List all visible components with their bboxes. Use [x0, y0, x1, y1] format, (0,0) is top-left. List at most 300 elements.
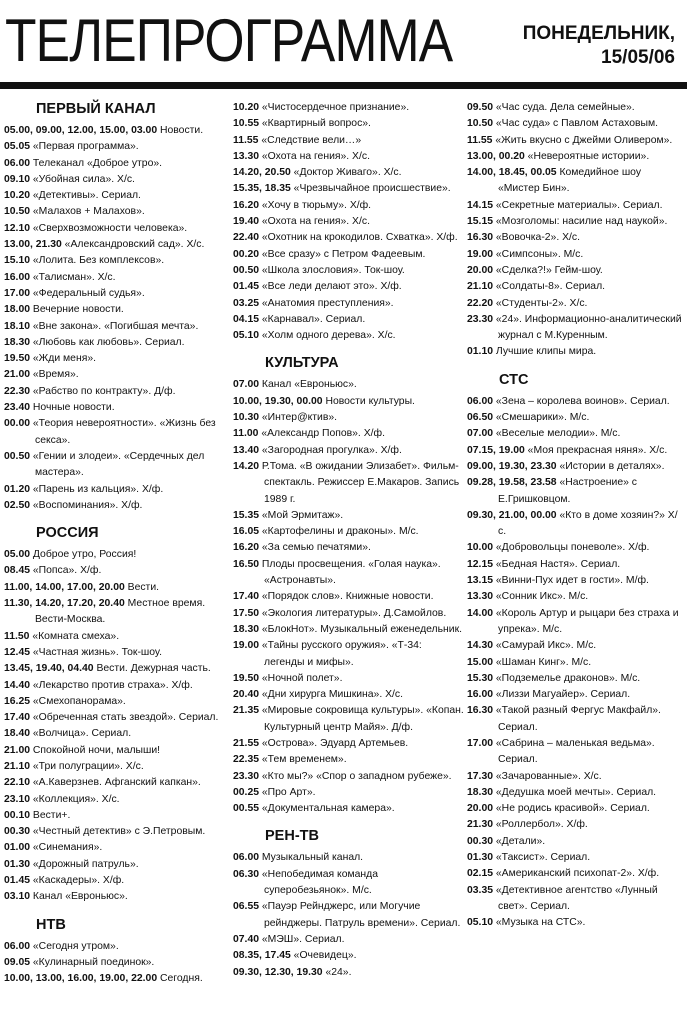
- program-title: «Сегодня утром».: [32, 940, 119, 952]
- program-entry: [4, 645, 226, 661]
- program-time: 14.20: [233, 460, 260, 472]
- program-time: 16.20: [233, 542, 260, 554]
- program-time: 09.28, 19.58, 23.58: [467, 477, 557, 489]
- program-title: «Секретные материалы». Сериал.: [495, 199, 663, 211]
- program-entry: [4, 857, 226, 873]
- program-entry: [233, 377, 465, 393]
- program-entry: [233, 149, 465, 165]
- program-entry: [233, 687, 465, 703]
- program-entry: [233, 948, 465, 964]
- program-entry: [467, 312, 685, 345]
- program-title: «Кулинарный поединок».: [32, 956, 155, 968]
- program-entry: [467, 687, 685, 703]
- program-title: Телеканал «Доброе утро».: [32, 157, 163, 169]
- program-time: 02.50: [4, 499, 31, 511]
- program-time: 10.50: [467, 118, 494, 130]
- program-title: Комедийное шоу «Мистер Бин».: [498, 167, 642, 195]
- program-time: 21.30: [467, 819, 494, 831]
- program-entry: [467, 655, 685, 671]
- program-title: «Александровский сад». Х/с.: [64, 239, 205, 251]
- program-entry: [233, 443, 465, 459]
- program-time: 21.35: [233, 705, 260, 717]
- program-entry: [4, 775, 226, 791]
- program-title: Новости.: [160, 125, 204, 136]
- program-entry: [4, 449, 226, 482]
- program-time: 11.55: [467, 134, 493, 146]
- program-time: 17.00: [4, 287, 31, 299]
- program-entry: [467, 573, 685, 589]
- program-time: 01.30: [467, 852, 494, 864]
- program-title: «Доктор Живаго». Х/с.: [293, 167, 402, 179]
- program-title: «Американский психопат-2». Х/ф.: [495, 868, 660, 880]
- program-time: 09.30, 21.00, 00.00: [467, 509, 557, 521]
- program-entry: [467, 443, 685, 459]
- program-title: Канал «Евроньюс».: [32, 891, 128, 903]
- program-entry: [4, 286, 226, 302]
- program-title: «Таксист». Сериал.: [495, 852, 591, 864]
- program-entry: [233, 459, 465, 508]
- program-time: 03.35: [467, 884, 494, 896]
- program-time: 09.10: [4, 173, 31, 185]
- program-title: Вести+.: [32, 809, 71, 821]
- program-title: Вести.: [127, 581, 160, 593]
- program-time: 16.05: [233, 526, 260, 538]
- program-time: 18.30: [4, 336, 31, 348]
- program-title: «Бедная Настя». Сериал.: [495, 558, 621, 570]
- program-title: «Попса». Х/ф.: [32, 565, 102, 577]
- program-entry: [4, 221, 226, 237]
- program-title: «Детективное агентство «Лунный свет». Сериал.: [495, 884, 658, 912]
- program-time: 22.35: [233, 754, 260, 766]
- program-entry: [467, 214, 685, 230]
- program-time: 12.45: [4, 646, 31, 658]
- program-time: 00.50: [233, 264, 260, 276]
- program-time: 05.00: [4, 549, 31, 561]
- program-title: «24».: [325, 966, 352, 978]
- program-time: 21.10: [467, 281, 494, 293]
- program-time: 21.10: [4, 760, 31, 772]
- program-entry: [467, 508, 685, 541]
- program-entry: [4, 498, 226, 514]
- program-time: 06.55: [233, 901, 260, 913]
- program-title: «Детали».: [495, 835, 546, 847]
- program-title: «Жить вкусно с Джейми Оливером».: [495, 134, 673, 146]
- program-entry: [4, 580, 226, 596]
- program-entry: [467, 769, 685, 785]
- program-title: «Холм одного дерева». Х/с.: [261, 330, 396, 342]
- program-title: Плоды просвещения. «Голая наука». «Астронавты».: [261, 558, 441, 587]
- channel-heading: НТВ: [36, 916, 66, 933]
- program-title: «Квартирный вопрос».: [261, 118, 371, 130]
- program-title: «Мозголомы: насилие над наукой».: [495, 216, 668, 228]
- program-time: 17.50: [233, 607, 260, 619]
- program-time: 09.00, 19.30, 23.30: [467, 460, 557, 472]
- program-title: «Малахов + Малахов».: [32, 206, 145, 218]
- program-title: «Солдаты-8». Сериал.: [495, 281, 606, 293]
- program-time: 03.10: [4, 891, 31, 903]
- program-time: 19.50: [233, 672, 260, 684]
- program-title: «Настроение» с Е.Гришковцом.: [498, 477, 637, 505]
- program-title: «Теория невероятности». «Жизнь без секса».: [32, 418, 216, 446]
- program-title: «Острова». Эдуард Артемьев.: [261, 737, 409, 749]
- program-title: «Первая программа».: [32, 141, 139, 153]
- program-entry: [233, 965, 465, 981]
- program-entry: [4, 188, 226, 204]
- program-time: 00.10: [4, 809, 31, 821]
- program-entry: [4, 678, 226, 694]
- schedule-column-1: [4, 100, 226, 988]
- program-time: 15.35: [233, 509, 260, 521]
- program-title: «Гении и злодеи». «Сердечных дел мастера».: [32, 450, 205, 479]
- program-entry: [4, 253, 226, 269]
- program-entry: [467, 410, 685, 426]
- program-entry: [233, 752, 465, 768]
- program-entry: [233, 133, 465, 149]
- program-entry: [233, 785, 465, 801]
- program-entry: [4, 661, 226, 677]
- program-title: «Экология литературы». Д.Самойлов.: [261, 607, 447, 619]
- program-time: 16.20: [233, 199, 260, 211]
- program-time: 19.50: [4, 353, 31, 365]
- program-time: 15.15: [467, 216, 494, 228]
- program-time: 21.55: [233, 737, 260, 749]
- program-entry: [233, 214, 465, 230]
- program-title: Новости культуры.: [325, 395, 415, 407]
- program-entry: [233, 263, 465, 279]
- program-entry: [467, 671, 685, 687]
- program-title: «А.Каверзнев. Афганский капкан».: [32, 777, 201, 789]
- program-entry: [467, 540, 685, 556]
- program-time: 17.00: [467, 737, 494, 749]
- program-time: 15.35, 18.35: [233, 183, 291, 195]
- program-title: Канал «Евроньюс».: [261, 379, 357, 391]
- program-title: «Коллекция». Х/с.: [32, 793, 120, 805]
- program-time: 13.45, 19.40, 04.40: [4, 663, 94, 675]
- program-title: «Подземелье драконов». М/с.: [495, 672, 641, 684]
- program-time: 05.10: [233, 330, 260, 342]
- program-title: «Невероятные истории».: [527, 150, 650, 162]
- program-entry: [4, 873, 226, 889]
- program-time: 23.30: [233, 770, 260, 782]
- program-title: «Парень из кальция». Х/ф.: [32, 483, 164, 495]
- program-title: «Убойная сила». Х/с.: [32, 173, 135, 185]
- program-title: «Школа злословия». Ток-шоу.: [261, 264, 405, 276]
- program-entry: [4, 955, 226, 971]
- program-title: «Обреченная стать звездой». Сериал.: [32, 712, 219, 724]
- program-entry: [4, 596, 226, 629]
- program-entry: [467, 638, 685, 654]
- program-title: «Музыка на СТС».: [495, 917, 586, 929]
- program-time: 16.00: [467, 689, 494, 701]
- program-title: Спокойной ночи, малыши!: [32, 744, 161, 756]
- program-time: 18.30: [233, 623, 260, 635]
- program-entry: [4, 237, 226, 253]
- program-title: Р.Тома. «В ожидании Элизабет». Фильм-спектакль. Режиссер Е.Макаров. Запись 1989 г.: [261, 460, 460, 505]
- program-entry: [4, 384, 226, 400]
- program-entry: [233, 899, 465, 932]
- weekday-label: ПОНЕДЕЛЬНИК,: [522, 23, 675, 44]
- program-time: 17.40: [233, 591, 260, 603]
- page-header: [0, 0, 687, 92]
- program-title: «Король Артур и рыцари без страха и упрека». М/с.: [495, 607, 679, 635]
- program-entry: [467, 459, 685, 475]
- program-time: 13.00, 00.20: [467, 150, 525, 162]
- program-entry: [467, 426, 685, 442]
- program-time: 00.30: [4, 826, 31, 838]
- program-time: 18.40: [4, 728, 31, 740]
- program-title: «Картофелины и драконы». М/с.: [261, 526, 419, 538]
- program-entry: [233, 638, 465, 671]
- program-time: 01.20: [4, 483, 31, 495]
- program-entry: [467, 198, 685, 214]
- program-title: Музыкальный канал.: [261, 852, 364, 864]
- program-title: «Вне закона». «Погибшая мечта».: [32, 320, 199, 332]
- program-title: «Каскадеры». Х/ф.: [32, 875, 125, 887]
- program-time: 13.30: [467, 591, 494, 603]
- program-time: 10.00, 19.30, 00.00: [233, 395, 323, 407]
- program-title: «БлокНот». Музыкальный еженедельник.: [261, 623, 463, 635]
- program-title: «МЭШ». Сериал.: [261, 933, 345, 945]
- program-time: 08.35, 17.45: [233, 950, 291, 962]
- program-time: 11.50: [4, 630, 30, 642]
- program-title: Вечерние новости.: [32, 304, 124, 316]
- program-entry: [4, 335, 226, 351]
- program-time: 13.40: [233, 444, 260, 456]
- program-title: «Винни-Пух идет в гости». М/ф.: [495, 575, 649, 587]
- program-title: «Александр Попов». Х/ф.: [261, 428, 385, 440]
- program-title: «Кто в доме хозяин?» Х/с.: [498, 509, 678, 538]
- program-entry: [233, 769, 465, 785]
- program-time: 07.00: [467, 428, 494, 440]
- program-entry: [233, 524, 465, 540]
- program-entry: [4, 367, 226, 383]
- program-title: «Любовь как любовь». Сериал.: [32, 336, 185, 348]
- program-entry: [233, 165, 465, 181]
- program-title: «Все леди делают это». Х/ф.: [261, 281, 402, 293]
- program-time: 06.00: [4, 940, 31, 952]
- program-title: «Лолита. Без комплексов».: [32, 255, 165, 267]
- schedule-column-2: [233, 100, 465, 981]
- program-time: 00.20: [233, 248, 260, 260]
- program-time: 20.00: [467, 264, 494, 276]
- program-entry: [233, 394, 465, 410]
- program-title: «Порядок слов». Книжные новости.: [261, 591, 434, 603]
- program-time: 01.10: [467, 346, 494, 358]
- program-time: 18.00: [4, 304, 31, 316]
- program-time: 09.30, 12.30, 19.30: [233, 966, 323, 978]
- schedule-column-3: [467, 100, 685, 932]
- program-time: 06.00: [4, 157, 31, 169]
- program-time: 12.15: [467, 558, 494, 570]
- program-entry: [467, 834, 685, 850]
- program-time: 22.30: [4, 385, 31, 397]
- program-entry: [233, 116, 465, 132]
- date-label: 15/05/06: [601, 47, 675, 68]
- program-time: 10.00, 13.00, 16.00, 19.00, 22.00: [4, 973, 158, 985]
- program-title: «Роллербол». Х/ф.: [495, 819, 588, 831]
- program-entry: [4, 123, 226, 139]
- program-entry: [4, 824, 226, 840]
- program-title: «Пауэр Рейнджерс, или Могучие рейнджеры. Патруль времени». Сериал.: [261, 901, 461, 929]
- program-title: «Такой разный Фергус Макфайл». Сериал.: [495, 705, 661, 733]
- program-time: 01.00: [4, 842, 31, 854]
- program-title: «Шаман Кинг». М/с.: [495, 656, 592, 668]
- program-title: «Синемания».: [32, 842, 103, 854]
- program-title: «Непобедимая команда суперобезьянок». М/с.: [261, 868, 379, 897]
- channel-heading: РЕН-ТВ: [265, 828, 319, 845]
- program-time: 11.00: [233, 428, 259, 440]
- program-time: 10.20: [4, 190, 31, 202]
- program-entry: [467, 703, 685, 736]
- program-title: «Лекарство против страха». Х/ф.: [32, 679, 193, 691]
- channel-heading: КУЛЬТУРА: [265, 355, 339, 372]
- program-title: «Сабрина – маленькая ведьма». Сериал.: [495, 737, 655, 766]
- program-entry: [467, 736, 685, 769]
- program-entry: [4, 710, 226, 726]
- program-entry: [233, 589, 465, 605]
- program-title: «Ночной полет».: [261, 672, 343, 684]
- program-time: 11.00, 14.00, 17.00, 20.00: [4, 581, 125, 593]
- program-time: 13.30: [233, 150, 260, 162]
- program-title: «Чистосердечное признание».: [261, 102, 410, 113]
- program-entry: [4, 694, 226, 710]
- program-time: 19.00: [233, 640, 260, 652]
- program-time: 00.30: [467, 835, 494, 847]
- program-time: 14.40: [4, 679, 31, 691]
- program-time: 00.25: [233, 786, 260, 798]
- program-time: 04.15: [233, 313, 260, 325]
- program-title: «Час суда. Дела семейные».: [495, 102, 635, 113]
- program-time: 13.15: [467, 575, 494, 587]
- program-time: 20.00: [467, 803, 494, 815]
- program-entry: [4, 629, 226, 645]
- program-entry: [467, 279, 685, 295]
- program-entry: [467, 801, 685, 817]
- program-title: «Вовочка-2». Х/с.: [495, 232, 581, 244]
- program-time: 10.50: [4, 206, 31, 218]
- program-time: 00.00: [4, 418, 31, 430]
- program-title: «Тем временем».: [261, 754, 347, 766]
- program-entry: [233, 606, 465, 622]
- program-title: «Дни хирурга Мишкина». Х/с.: [261, 689, 404, 701]
- program-title: «Время».: [32, 369, 79, 381]
- program-title: «За семью печатями».: [261, 542, 371, 554]
- program-entry: [4, 319, 226, 335]
- program-title: «Сделка?!» Гейм-шоу.: [495, 264, 603, 276]
- program-entry: [467, 883, 685, 916]
- program-title: «Следствие вели…»: [261, 134, 362, 146]
- program-title: «Рабство по контракту». Д/ф.: [32, 385, 176, 397]
- program-time: 10.55: [233, 118, 260, 130]
- program-time: 01.45: [233, 281, 260, 293]
- program-time: 17.40: [4, 712, 31, 724]
- program-entry: [4, 416, 226, 449]
- program-time: 07.00: [233, 379, 260, 391]
- program-entry: [467, 850, 685, 866]
- program-entry: [233, 181, 465, 197]
- program-title: «Зачарованные». Х/с.: [495, 770, 602, 782]
- program-entry: [233, 198, 465, 214]
- program-title: «Сонник Икс». М/с.: [495, 591, 589, 603]
- program-entry: [233, 312, 465, 328]
- program-entry: [233, 100, 465, 116]
- program-entry: [233, 247, 465, 263]
- program-entry: [4, 808, 226, 824]
- program-time: 01.30: [4, 858, 31, 870]
- date-block: [523, 22, 675, 70]
- program-title: «Жди меня».: [32, 353, 96, 365]
- program-time: 18.30: [467, 786, 494, 798]
- program-entry: [233, 328, 465, 344]
- program-title: «24». Информационно-аналитический журнал с М.Куренным.: [495, 313, 682, 342]
- program-time: 10.20: [233, 102, 260, 113]
- program-entry: [233, 296, 465, 312]
- program-title: «Воспоминания». Х/ф.: [32, 499, 143, 511]
- program-time: 00.50: [4, 450, 31, 462]
- program-entry: [467, 100, 685, 116]
- program-title: «Добровольцы поневоле». Х/ф.: [495, 542, 650, 554]
- program-title: «Хочу в тюрьму». Х/ф.: [261, 199, 372, 211]
- program-entry: [4, 351, 226, 367]
- program-time: 03.25: [233, 297, 260, 309]
- program-time: 22.10: [4, 777, 31, 789]
- program-entry: [467, 915, 685, 931]
- channel-heading: СТС: [499, 371, 529, 388]
- program-entry: [233, 801, 465, 817]
- program-time: 16.30: [467, 705, 494, 717]
- program-title: «Карнавал». Сериал.: [261, 313, 366, 325]
- program-time: 22.20: [467, 297, 494, 309]
- program-entry: [233, 508, 465, 524]
- program-title: «Студенты-2». Х/с.: [495, 297, 588, 309]
- program-title: «Честный детектив» с Э.Петровым.: [32, 826, 206, 838]
- program-entry: [4, 840, 226, 856]
- program-title: «Тайны русского оружия». «Т-34: легенды и мифы».: [261, 640, 422, 668]
- program-title: «Детективы». Сериал.: [32, 190, 141, 202]
- program-entry: [4, 939, 226, 955]
- program-time: 07.15, 19.00: [467, 444, 525, 456]
- program-entry: [233, 230, 465, 246]
- program-title: «Все сразу» с Петром Фадеевым.: [261, 248, 426, 260]
- program-time: 06.50: [467, 412, 494, 424]
- program-time: 10.30: [233, 412, 260, 424]
- program-title: Сегодня.: [160, 973, 203, 985]
- program-time: 16.50: [233, 558, 260, 570]
- program-time: 05.05: [4, 141, 31, 153]
- program-title: «Охотник на крокодилов. Схватка». Х/ф.: [261, 232, 458, 244]
- program-title: «Комната смеха».: [32, 630, 120, 642]
- program-entry: [233, 850, 465, 866]
- program-time: 23.40: [4, 402, 31, 414]
- program-time: 16.25: [4, 695, 31, 707]
- program-entry: [233, 540, 465, 556]
- program-time: 18.10: [4, 320, 31, 332]
- program-title: «Не родись красивой». Сериал.: [495, 803, 650, 815]
- program-entry: [467, 589, 685, 605]
- channel-heading: ПЕРВЫЙ КАНАЛ: [36, 101, 156, 117]
- program-entry: [4, 302, 226, 318]
- program-entry: [4, 792, 226, 808]
- program-entry: [233, 867, 465, 900]
- program-title: «Чрезвычайное происшествие».: [293, 183, 451, 195]
- program-entry: [4, 563, 226, 579]
- program-title: «Талисман». Х/с.: [32, 271, 116, 283]
- program-time: 15.10: [4, 255, 31, 267]
- program-title: Ночные новости.: [32, 402, 115, 414]
- program-entry: [4, 270, 226, 286]
- program-time: 14.00, 18.45, 00.05: [467, 167, 557, 179]
- program-title: «Мой Эрмитаж».: [261, 509, 344, 521]
